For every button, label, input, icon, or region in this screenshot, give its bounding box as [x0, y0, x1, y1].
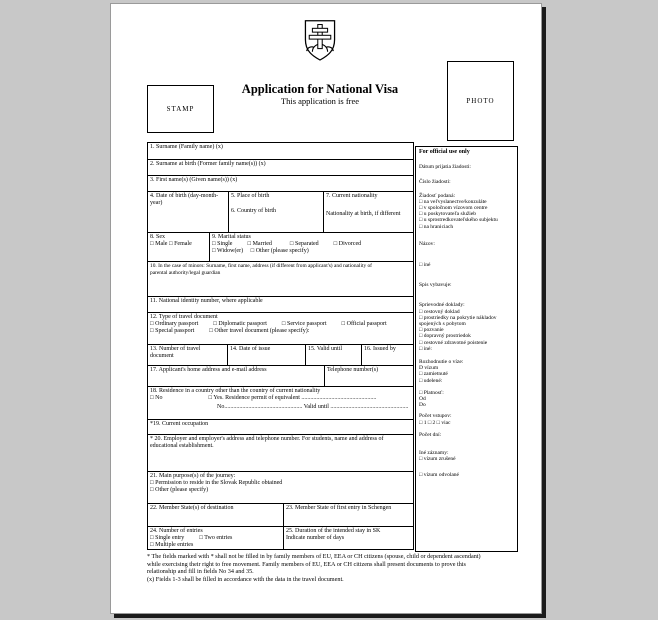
official-doc-means-of-subsistence: □ prostriedky na pokrytie nákladov [419, 314, 497, 321]
field-surname-at-birth-label: 2. Surname at birth (Former family name(s)) (x) [150, 161, 266, 167]
official-lodged-option-visa-centre: □ v spoločnom vízovom centre [419, 205, 488, 212]
official-remarks-visa-annulled: □ vízum zrušené [419, 456, 456, 463]
cross-bar-lower [309, 35, 331, 39]
official-doc-health-insurance: □ cestovné zdravotné poistenie [419, 339, 488, 346]
field-first-names-label: 3. First name(s) (Given name(s)) (x) [150, 177, 238, 183]
field-sex [148, 233, 210, 261]
entries-options-2: □ Multiple entries [150, 542, 194, 548]
stamp-label: STAMP [166, 105, 195, 113]
field-journey-purpose-label: 21. Main purpose(s) of the journey: [150, 473, 236, 479]
official-entries-options: □ 1 □ 2 □ viac [419, 419, 451, 426]
field-journey-purpose [148, 472, 413, 504]
field-current-nationality-label: 7. Current nationality [326, 193, 378, 199]
field-date-of-birth-label: 4. Date of birth (day-month-year) [150, 193, 219, 206]
official-doc-means-of-subsistence-2: spojených s pobytom [419, 321, 466, 328]
field-minors-line-2: parental authority/legal guardian [150, 269, 221, 276]
marital-status-options-1: □ Single □ Married □ Separated □ Divorced [212, 241, 362, 247]
field-destination-state [148, 504, 284, 526]
official-lodged-option-embassy: □ na veľvyslanectve/konzuláte [419, 198, 487, 205]
travel-document-options-1: □ Ordinary passport □ Diplomatic passport □ Service passport □ Official passport [150, 321, 387, 327]
residence-option-no: □ No [150, 395, 163, 401]
official-doc-other: □ iné: [419, 345, 432, 352]
application-form-table [147, 142, 414, 550]
page-title: Application for National Visa [241, 82, 399, 96]
field-home-address [148, 366, 325, 386]
row-sex-marital [148, 233, 413, 262]
field-marital-status-label: 9. Marital status [212, 234, 251, 240]
row-birth-nationality [148, 192, 413, 233]
field-surname [148, 143, 413, 160]
field-surname-label: 1. Surname (Family name) (x) [150, 144, 223, 150]
field-place-of-birth-label: 5. Place of birth [231, 193, 270, 199]
field-minors-guardian [148, 262, 413, 297]
field-duration-of-stay-label: 25. Duration of the intended stay in SK [286, 528, 381, 534]
footnote-line-3: relationship and fill in fields No 34 and 35. [147, 568, 254, 576]
document-page [110, 3, 542, 614]
field-date-of-issue [228, 345, 306, 365]
entries-options-1: □ Single entry □ Two entries [150, 535, 233, 541]
stamp-box [147, 85, 214, 133]
field-travel-document-type [148, 313, 413, 345]
field-place-country-of-birth [229, 192, 324, 232]
official-lodged-option-intermediary: □ u sprostredkovateľského subjektu [419, 217, 498, 224]
official-file-number: Číslo žiadosti: [419, 179, 451, 186]
official-decision-refused: □ zamietnuté [419, 371, 448, 378]
official-other-option: □ iné [419, 262, 431, 269]
field-employer-line-1: * 20. Employer and employer's address and telephone number. For students, name and address of [150, 436, 384, 442]
official-lodged-option-border: □ na hraniciach [419, 223, 454, 230]
journey-purpose-option-2: □ Other (please specify) [150, 487, 209, 493]
field-telephone [325, 366, 413, 386]
slovak-coat-of-arms-icon [301, 18, 339, 64]
marital-status-options-2: □ Widow(er) □ Other (please specify) [212, 248, 309, 254]
footnote-line-2: while exercising their right to free movement. Family members of EU, EEA or CH citizens shall present documents to prove this [147, 560, 466, 568]
official-entries-label: Počet vstupov: [419, 413, 452, 420]
field-first-entry-state [284, 504, 413, 526]
field-residence-other-country [148, 387, 413, 420]
field-travel-document-type-label: 12. Type of travel document [150, 314, 218, 320]
residence-option-yes: □ Yes. Residence permit of equivalent .................................................. [208, 395, 377, 401]
sex-options: □ Male □ Female [150, 241, 192, 247]
official-valid-from: Od [419, 396, 426, 403]
field-telephone-label: Telephone number(s) [327, 367, 379, 373]
field-national-id-label: 11. National identity number, where applicable [150, 298, 263, 304]
field-valid-until [306, 345, 362, 365]
official-lodged-label: Žiadosť podaná: [419, 192, 456, 199]
cross-bar-upper [312, 28, 327, 32]
field-duration-of-stay [284, 527, 413, 549]
field-travel-document-number-label: 13. Number of travel document [150, 346, 201, 359]
journey-purpose-option-1: □ Permission to reside in the Slovak Republic obtained [150, 480, 283, 486]
official-doc-travel-document: □ cestovný doklad [419, 308, 460, 315]
residence-permit-number-line: No.................................................... Valid until .................................................... [217, 404, 409, 410]
official-days-label: Počet dní: [419, 431, 442, 438]
footnote [147, 553, 527, 583]
footnote-line-1: * The fields marked with * shall not be filled in by family members of EU, EEA or CH citizens (spouse, child or dependent ascendant) [147, 553, 481, 560]
official-remarks-label: Iné záznamy: [419, 450, 449, 457]
official-lodged-option-service-provider: □ u poskytovateľa služieb [419, 211, 477, 218]
official-decision-label: Rozhodnutie o víze: [419, 359, 464, 366]
field-first-entry-state-label: 23. Member State of first entry in Schengen [286, 505, 392, 511]
field-surname-at-birth [148, 160, 413, 176]
field-first-names [148, 176, 413, 192]
field-destination-state-label: 22. Member State(s) of destination [150, 505, 234, 511]
field-number-of-entries-label: 24. Number of entries [150, 528, 203, 534]
field-number-of-entries [148, 527, 284, 549]
field-sex-label: 8. Sex [150, 234, 165, 240]
field-issued-by [362, 345, 413, 365]
footnote-line-4: (x) Fields 1-3 shall be filled in accordance with the data in the travel document. [147, 575, 344, 583]
row-entries-duration [148, 527, 413, 549]
official-validity-label: □ Platnosť: [419, 389, 444, 396]
field-employer [148, 435, 413, 472]
row-member-states [148, 504, 413, 527]
official-decision-granted: □ udelené: [419, 377, 443, 384]
row-travel-document-details [148, 345, 413, 366]
field-current-nationality [324, 192, 413, 232]
official-use-title: For official use only [419, 149, 470, 155]
field-current-occupation-label: *19. Current occupation [150, 421, 209, 427]
official-remarks-visa-revoked: □ vízum odvolané [419, 471, 459, 478]
residence-options-line [150, 395, 411, 402]
field-travel-document-number [148, 345, 228, 365]
photo-box [447, 61, 514, 141]
official-use-column [415, 146, 518, 552]
official-valid-to: Do [419, 402, 426, 409]
field-national-id [148, 297, 413, 313]
field-country-of-birth-label: 6. Country of birth [231, 208, 276, 214]
field-valid-until-label: 15. Valid until [308, 346, 343, 352]
field-residence-label: 18. Residence in a country other than the country of current nationality [150, 388, 321, 394]
field-current-occupation [148, 420, 413, 435]
field-marital-status [210, 233, 413, 261]
official-name-label: Názov: [419, 240, 435, 247]
photo-label: PHOTO [466, 97, 495, 105]
field-issued-by-label: 16. Issued by [364, 346, 396, 352]
field-nationality-at-birth-label: Nationality at birth, if different [326, 211, 401, 217]
travel-document-options-2: □ Special passport □ Other travel document (please specify): [150, 328, 310, 334]
official-documents-label: Sprievodné doklady: [419, 302, 465, 309]
field-minors-line-1: 10. In the case of minors: Surname, first name, address (if different from applicant's) and nationality of [150, 263, 372, 269]
official-doc-invitation: □ pozvanie [419, 327, 444, 334]
official-decision-d-visa: D vízum [419, 365, 439, 372]
field-duration-indicate-days: Indicate number of days [286, 535, 345, 541]
official-file-handled-by: Spis vybavuje: [419, 282, 452, 289]
field-date-of-issue-label: 14. Date of issue [230, 346, 271, 352]
field-date-of-birth [148, 192, 229, 232]
field-employer-line-2: educational establishment. [150, 443, 214, 449]
page-subtitle: This application is free [280, 96, 360, 106]
official-doc-transport: □ dopravný prostriedok [419, 333, 471, 340]
row-address-telephone [148, 366, 413, 387]
official-date-received: Dátum prijatia žiadosti: [419, 164, 471, 171]
field-home-address-label: 17. Applicant's home address and e-mail address [150, 367, 267, 373]
